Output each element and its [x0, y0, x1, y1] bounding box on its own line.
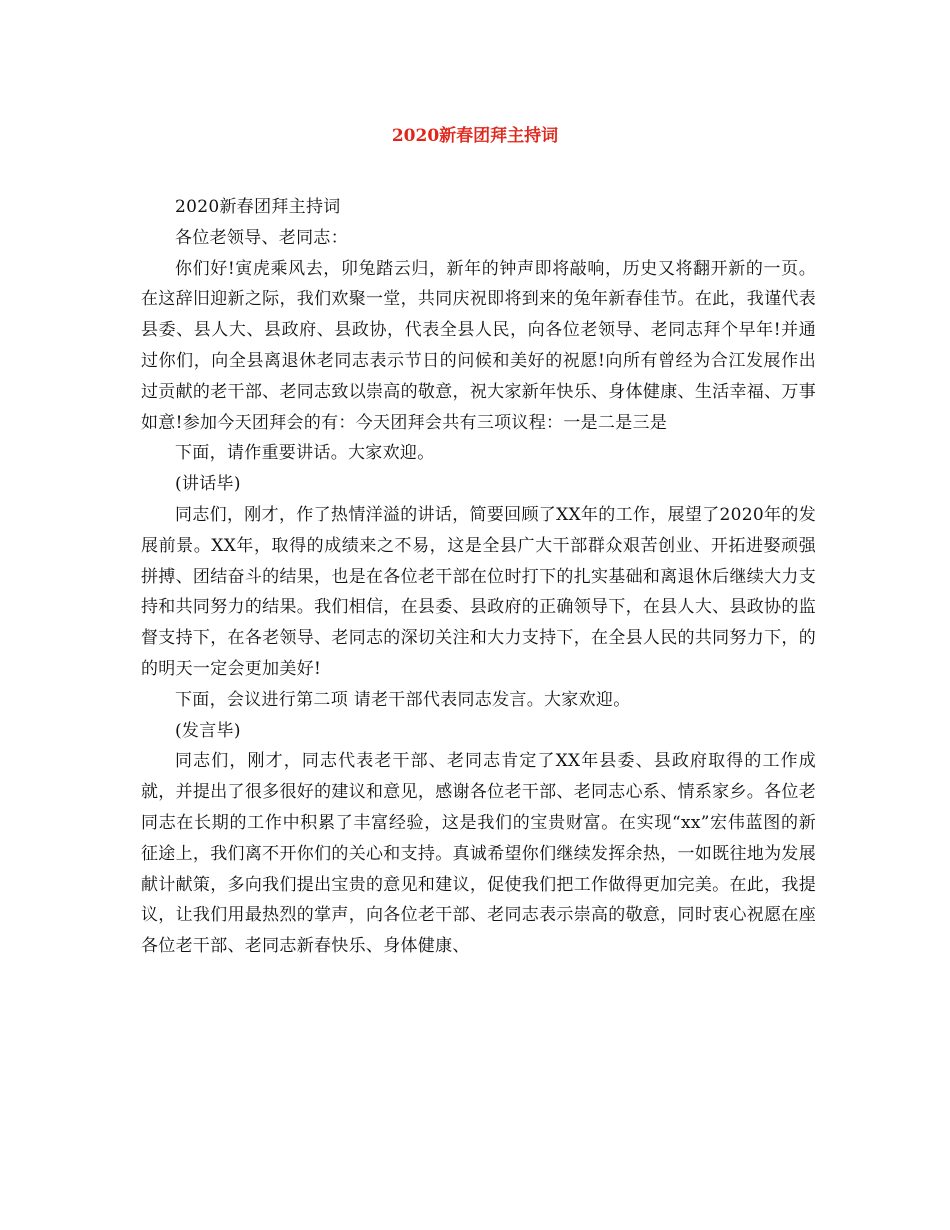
paragraph-closing: 同志们，刚才，同志代表老干部、老同志肯定了XX年县委、县政府取得的工作成就，并提出了很多很好的建议和意见，感谢各位老干部、老同志心系、情系家乡。各位老同志在长期的工作中积累了丰富经验，这是我们的宝贵财富。在实现“xx”宏伟蓝图的新征途上，我们离不开你们的关心和支持。真诚希望你们继续发挥余热，一如既往地为发展献计献策，多向我们提出宝贵的意见和建议，促使我们把工作做得更加完美。在此，我提议，让我们用最热烈的掌声，向各位老干部、老同志表示崇高的敬意，同时衷心祝愿在座各位老干部、老同志新春快乐、身体健康、: [141, 751, 816, 957]
paragraph-remarks-end: (发言毕): [175, 720, 241, 741]
paragraph-salutation: 各位老领导、老同志：: [175, 227, 348, 248]
paragraph-speech-invite: 下面，请作重要讲话。大家欢迎。: [175, 443, 435, 464]
paragraph-opening: 你们好!寅虎乘风去，卯兔踏云归，新年的钟声即将敲响，历史又将翻开新的一页。在这辞旧迎新之际，我们欢聚一堂，共同庆祝即将到来的兔年新春佳节。在此，我谨代表县委、县人大、县政府、县政协，代表全县人民，向各位老领导、老同志拜个早年!并通过你们，向全县离退休老同志表示节日的问候和美好的祝愿!向所有曾经为合江发展作出过贡献的老干部、老同志致以崇高的敬意，祝大家新年快乐、身体健康、生活幸福、万事如意!参加今天团拜会的有：今天团拜会共有三项议程：一是二是三是: [141, 258, 816, 433]
document-body: [141, 192, 816, 962]
paragraph-review: 同志们，刚才，作了热情洋溢的讲话，简要回顾了XX年的工作，展望了2020年的发展前景。XX年，取得的成绩来之不易，这是全县广大干部群众艰苦创业、开拓进娶顽强拼搏、团结奋斗的结果，也是在各位老干部在位时打下的扎实基础和离退休后继续大力支持和共同努力的结果。我们相信，在县委、县政府的正确领导下，在县人大、县政协的监督支持下，在各老领导、老同志的深切关注和大力支持下，在全县人民的共同努力下，的的明天一定会更加美好!: [141, 504, 816, 679]
paragraph-subtitle: 2020新春团拜主持词: [175, 197, 341, 217]
paragraph-speech-end: (讲话毕): [175, 474, 241, 495]
paragraph-second-item: 下面，会议进行第二项 请老干部代表同志发言。大家欢迎。: [175, 689, 631, 710]
document-title: 2020新春团拜主持词: [391, 126, 559, 146]
